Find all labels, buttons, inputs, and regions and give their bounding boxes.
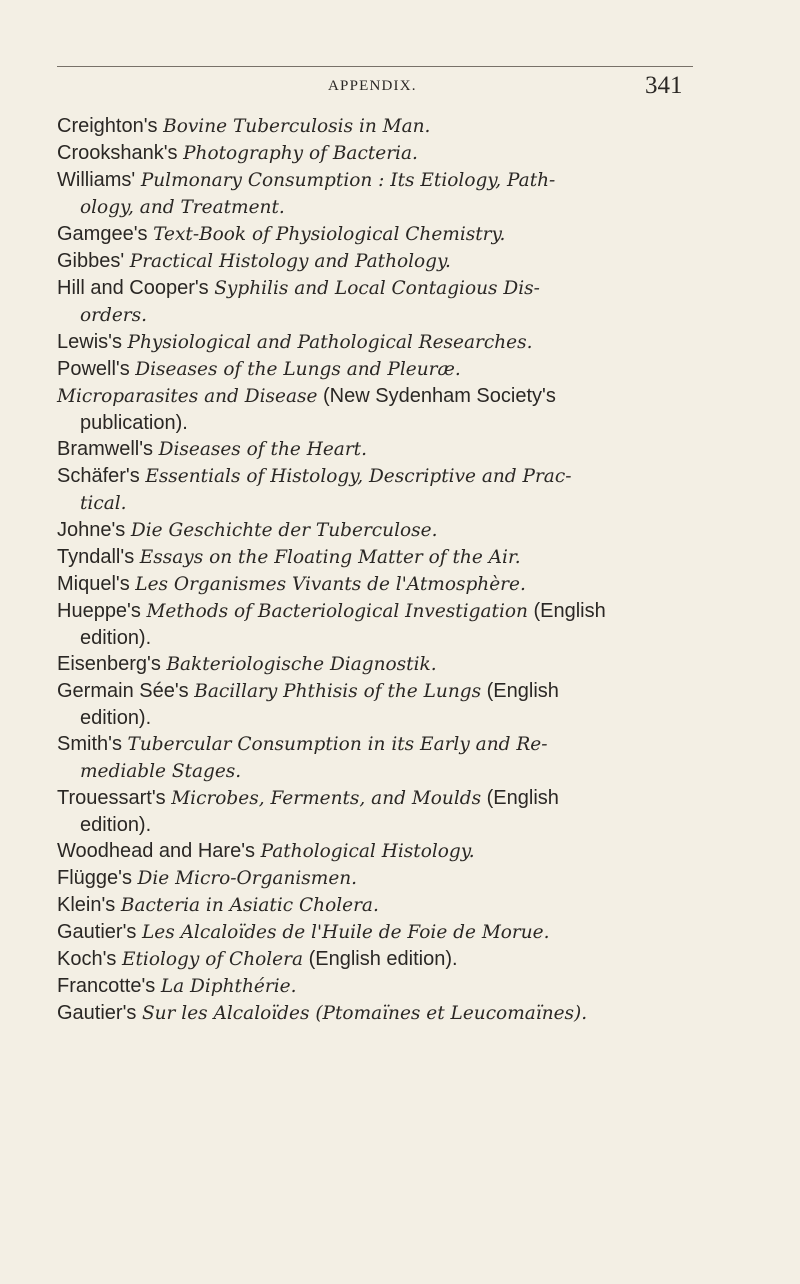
bibliography-entry xyxy=(57,946,757,973)
entry-author: publication). xyxy=(80,412,188,434)
entry-author: (English edition). xyxy=(303,948,458,970)
entry-author: Schäfer's xyxy=(57,465,146,487)
entry-author: Hill and Cooper's xyxy=(57,277,215,299)
entry-author: Bramwell's xyxy=(57,438,159,460)
entry-title: Essentials of Histology, Descriptive and Prac- xyxy=(145,466,572,487)
entry-author: Eisenberg's xyxy=(57,653,167,675)
entry-title: tical. xyxy=(80,493,127,514)
bibliography-entry xyxy=(57,865,757,892)
entry-author: Tyndall's xyxy=(57,546,140,568)
entry-author: edition). xyxy=(80,627,152,649)
entry-title: Bacteria in Asiatic Cholera. xyxy=(120,895,379,916)
bibliography-entry xyxy=(57,140,757,167)
entry-author: Gautier's xyxy=(57,921,142,943)
entry-title: Photography of Bacteria. xyxy=(183,143,418,164)
bibliography-entry xyxy=(57,678,757,731)
entry-author: Germain Sée's xyxy=(57,680,195,702)
bibliography-entry xyxy=(57,973,757,1000)
entry-title: mediable Stages. xyxy=(80,761,242,782)
bibliography-entry xyxy=(57,1000,757,1027)
entry-author: (English xyxy=(481,680,559,702)
bibliography-entry xyxy=(57,785,757,838)
entry-title: Practical Histology and Pathology. xyxy=(129,251,451,272)
entry-title: Les Alcaloïdes de l'Huile de Foie de Morue. xyxy=(141,922,550,943)
entry-title: Les Organismes Vivants de l'Atmosphère. xyxy=(135,574,526,595)
bibliography-entry xyxy=(57,544,757,571)
bibliography-entry xyxy=(57,731,757,785)
page-number: 341 xyxy=(645,72,683,99)
header-rule xyxy=(57,66,693,67)
entry-author: Lewis's xyxy=(57,331,128,353)
bibliography-entry xyxy=(57,517,757,544)
entry-title: Physiological and Pathological Researches. xyxy=(127,332,533,353)
entry-author: Gautier's xyxy=(57,1002,142,1024)
entry-author: Williams' xyxy=(57,169,141,191)
entry-author: (English xyxy=(527,600,606,622)
entry-title: Sur les Alcaloïdes (Ptomaïnes et Leucomaïnes). xyxy=(141,1003,588,1024)
bibliography-entry xyxy=(57,838,757,865)
entry-title: ology, and Treatment. xyxy=(80,197,285,218)
bibliography-entry xyxy=(57,598,757,651)
bibliography-entry xyxy=(57,248,757,275)
bibliography-entry xyxy=(57,221,757,248)
entry-author: Creighton's xyxy=(57,115,164,137)
entry-title: Essays on the Floating Matter of the Air. xyxy=(139,547,521,568)
entry-title: Microparasites and Disease xyxy=(57,386,318,407)
bibliography-entry xyxy=(57,329,757,356)
entry-author: Koch's xyxy=(57,948,122,970)
entry-title: orders. xyxy=(80,305,147,326)
entry-author: Klein's xyxy=(57,894,121,916)
entry-title: Die Geschichte der Tuberculose. xyxy=(130,520,438,541)
entry-title: Pathological Histology. xyxy=(260,841,475,862)
entry-author: Gibbes' xyxy=(57,250,130,272)
entry-title: Tubercular Consumption in its Early and Re- xyxy=(127,734,548,755)
entry-title: Die Micro-Organismen. xyxy=(137,868,358,889)
bibliography-entry xyxy=(57,919,757,946)
bibliography-entry xyxy=(57,436,757,463)
bibliography-entry xyxy=(57,463,757,517)
entry-author: (English xyxy=(481,787,559,809)
entry-title: Text-Book of Physiological Chemistry. xyxy=(153,224,506,245)
entry-title: Syphilis and Local Contagious Dis- xyxy=(214,278,540,299)
entry-title: La Diphthérie. xyxy=(160,976,297,997)
entry-author: Woodhead and Hare's xyxy=(57,840,261,862)
bibliography-list xyxy=(57,113,757,1027)
entry-author: Hueppe's xyxy=(57,600,147,622)
entry-title: Diseases of the Lungs and Pleuræ. xyxy=(135,359,461,380)
entry-title: Pulmonary Consumption : Its Etiology, Path- xyxy=(140,170,556,191)
bibliography-entry xyxy=(57,571,757,598)
entry-author: Crookshank's xyxy=(57,142,184,164)
entry-author: Smith's xyxy=(57,733,128,755)
entry-title: Microbes, Ferments, and Moulds xyxy=(171,788,482,809)
bibliography-entry xyxy=(57,383,757,436)
entry-author: Flügge's xyxy=(57,867,138,889)
entry-title: Bacillary Phthisis of the Lungs xyxy=(194,681,482,702)
bibliography-entry xyxy=(57,167,757,221)
bibliography-entry xyxy=(57,892,757,919)
entry-author: Francotte's xyxy=(57,975,161,997)
bibliography-entry xyxy=(57,113,757,140)
entry-title: Bakteriologische Diagnostik. xyxy=(166,654,437,675)
entry-title: Etiology of Cholera xyxy=(121,949,304,970)
entry-author: Gamgee's xyxy=(57,223,154,245)
entry-author: Trouessart's xyxy=(57,787,172,809)
running-head: APPENDIX. xyxy=(328,78,417,94)
entry-author: Miquel's xyxy=(57,573,136,595)
entry-author: edition). xyxy=(80,814,152,836)
bibliography-entry xyxy=(57,275,757,329)
bibliography-entry xyxy=(57,356,757,383)
entry-author: (New Sydenham Society's xyxy=(317,385,556,407)
entry-title: Methods of Bacteriological Investigation xyxy=(146,601,528,622)
entry-title: Bovine Tuberculosis in Man. xyxy=(163,116,431,137)
entry-author: Powell's xyxy=(57,358,136,380)
bibliography-entry xyxy=(57,651,757,678)
entry-author: Johne's xyxy=(57,519,131,541)
entry-author: edition). xyxy=(80,707,152,729)
entry-title: Diseases of the Heart. xyxy=(158,439,367,460)
